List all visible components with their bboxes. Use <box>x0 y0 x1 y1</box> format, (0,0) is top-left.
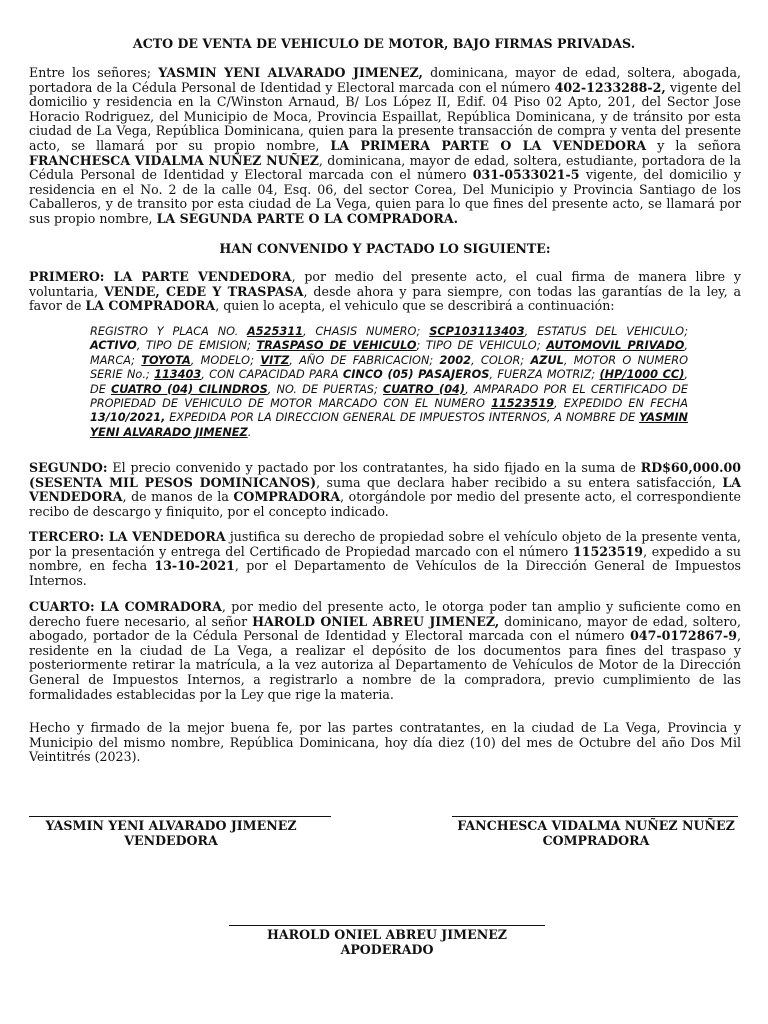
vehicle-text-run: VITZ <box>260 353 290 367</box>
vehicle-text-run: 11523519 <box>491 397 554 411</box>
vehicle-text-run: ; TIPO DE VEHICULO; <box>416 339 547 353</box>
intro-text-run: , dominicana, mayor de edad, soltera, estudiante, portadora de la Cédula Personal de Identidad y Electoral marcada con el número <box>29 152 741 183</box>
intro-text-run: LA PRIMERA PARTE O LA VENDEDORA <box>330 137 647 153</box>
segundo-text-run: COMPRADORA <box>233 489 341 505</box>
tercero-text-run: 13-10-2021 <box>154 558 235 574</box>
intro-paragraph <box>29 66 741 227</box>
segundo-text-run: , suma que declara haber recibido a su entera satisfacción, <box>316 474 723 490</box>
tercero-text-run: , expedido a su nombre, en fecha <box>29 543 741 574</box>
vehicle-text-run: , COLOR; <box>471 353 531 367</box>
buyer-signature-line <box>452 816 738 817</box>
segundo-text-run: LA VENDEDORA <box>29 474 741 505</box>
primero-text-run: PRIMERO: LA PARTE VENDEDORA <box>29 269 292 284</box>
vehicle-text-run: , FUERZA MOTRIZ; <box>489 368 600 382</box>
intro-text-run: 402-1233288-2, <box>554 79 666 95</box>
vehicle-text-run: , MOTOR O NUMERO SERIE No.; <box>90 353 688 382</box>
seller-role: VENDEDORA <box>124 833 218 848</box>
segundo-text-run: , de manos de la <box>122 489 234 505</box>
vehicle-text-run: , MODELO; <box>190 353 261 367</box>
segundo-text-run: SEGUNDO: <box>29 460 108 475</box>
vehicle-description <box>90 325 688 440</box>
seller-signature-line <box>29 816 331 817</box>
primero-text-run: LA COMPRADORA <box>85 298 216 314</box>
clause-primero <box>29 270 741 314</box>
buyer-name: FANCHESCA VIDALMA NUÑEZ NUÑEZ <box>457 818 735 833</box>
seller-name: YASMIN YENI ALVARADO JIMENEZ <box>45 818 297 833</box>
vehicle-text-run: 13/10/2021, <box>90 411 166 425</box>
vehicle-text-run: 113403 <box>154 368 202 382</box>
tercero-text-run: justifica su derecho de propiedad sobre el vehículo objeto de la presente venta, por la presentación y entrega del Certificado de Propiedad marcado con el número <box>29 529 741 559</box>
cuarto-text-run: , residente en la ciudad de La Vega, a realizar el depósito de los documentos para fines del traspaso y posteriormente retirar la matrícula, a la vez autoriza al Departamento de Vehículos de Motor de la Dirección General de Impuestos Internos, a registrarlo a nombre de la compradora, previo cumplimiento de las formalidades establecidas por la Ley que rige la materia. <box>29 628 741 702</box>
clause-tercero <box>29 530 741 588</box>
document-title: ACTO DE VENTA DE VEHICULO DE MOTOR, BAJO FIRMAS PRIVADAS. <box>132 36 636 51</box>
tercero-text-run: 11523519 <box>572 543 644 559</box>
vehicle-text-run: TOYOTA <box>141 353 191 367</box>
cuarto-text-run: dominicano, mayor de edad, soltero, abogado, portador de la Cédula Personal de Identidad y Electoral marcada con el número <box>29 613 741 644</box>
intro-text-run: YASMIN YENI ALVARADO JIMENEZ, <box>158 65 423 80</box>
clause-cuarto <box>29 600 741 702</box>
vehicle-text-run: ACTIVO <box>90 339 137 353</box>
tercero-text-run: TERCERO: LA VENDEDORA <box>29 529 226 544</box>
vehicle-text-run: , EXPEDIDO EN FECHA <box>553 397 688 411</box>
agent-name: HAROLD ONIEL ABREU JIMENEZ <box>266 927 508 942</box>
intro-text-run: FRANCHESCA VIDALMA NUÑEZ NUÑEZ <box>29 152 319 168</box>
vehicle-text-run: (HP/1000 CC) <box>599 368 685 382</box>
closing-paragraph: Hecho y firmado de la mejor buena fe, por las partes contratantes, en la ciudad de La Vega, Provincia y Municipio del mismo nombre, República Dominicana, hoy día diez (10) del mes de Octubre del año Dos Mil Veintitrés (2023). <box>29 720 741 765</box>
intro-text-run: vigente, del domicilio y residencia en el No. 2 de la calle 04, Esq. 06, del sector Corea, Del Municipio y Provincia Santiago de los Caballeros, y de transito por esta ciudad de La Vega, quien para lo que fines del presente acto, se llamará por sus propio nombre, <box>29 167 741 226</box>
vehicle-text-run: SCP103113403 <box>429 325 525 338</box>
cuarto-text-run: CUARTO: LA COMRADORA <box>29 599 222 614</box>
vehicle-text-run: , TIPO DE EMISION; <box>136 339 257 353</box>
intro-text-run: 031-0533021-5 <box>472 167 580 183</box>
primero-text-run: VENDE, CEDE Y TRASPASA <box>103 283 304 299</box>
cuarto-text-run: HAROLD ONIEL ABREU JIMENEZ, <box>252 613 500 629</box>
primero-text-run: , desde ahora y para siempre, con todas las garantías de la ley, a favor de <box>29 283 741 314</box>
vehicle-text-run: , CON CAPACIDAD PARA <box>201 368 343 382</box>
primero-text-run: , por medio del presente acto, el cual firma de manera libre y voluntaria, <box>29 269 741 299</box>
agreement-heading: HAN CONVENIDO Y PACTADO LO SIGUIENTE: <box>219 241 551 256</box>
intro-text-run: LA SEGUNDA PARTE O LA COMPRADORA. <box>156 210 459 226</box>
intro-text-run: Entre los señores; <box>29 65 159 80</box>
buyer-signature-block <box>448 818 744 848</box>
vehicle-text-run: CUATRO (04) <box>382 382 466 396</box>
vehicle-text-run: REGISTRO Y PLACA NO. <box>90 325 248 338</box>
vehicle-text-run: , CHASIS NUMERO; <box>302 325 430 338</box>
seller-signature-block <box>29 818 313 848</box>
vehicle-text-run: A525311 <box>247 325 303 338</box>
agent-role: APODERADO <box>340 942 434 957</box>
clause-segundo <box>29 461 741 519</box>
tercero-text-run: , por el Departamento de Vehículos de la Dirección General de Impuestos Internos. <box>29 558 741 588</box>
agent-signature-line <box>229 925 545 926</box>
vehicle-text-run: , ESTATUS DEL VEHICULO; <box>524 325 688 338</box>
intro-text-run: dominicana, mayor de edad, soltera, abogada, portadora de la Cédula Personal de Identidad y Electoral marcada con el número <box>29 65 742 95</box>
vehicle-text-run: YASMIN YENI ALVARADO JIMENEZ <box>90 411 688 439</box>
vehicle-text-run: , MARCA; <box>90 339 688 367</box>
vehicle-text-run: , NO. DE PUERTAS; <box>267 382 383 396</box>
cuarto-text-run: 047-0172867-9 <box>630 628 737 644</box>
buyer-role: COMPRADORA <box>542 833 650 848</box>
vehicle-text-run: AZUL <box>530 353 564 367</box>
vehicle-text-run: , AMPARADO POR EL CERTIFICADO DE PROPIEDAD DE VEHICULO DE MOTOR MARCADO CON EL NUMERO <box>90 382 688 411</box>
vehicle-text-run: , AÑO DE FABRICACION; <box>289 353 440 367</box>
vehicle-text-run: CUATRO (04) CILINDROS <box>110 382 268 396</box>
vehicle-text-run: . <box>247 425 252 439</box>
segundo-text-run: , otorgándole por medio del presente acto, el correspondiente recibo de descargo y finiquito, por el concepto indicado. <box>29 489 741 519</box>
intro-text-run: vigente del domicilio y residencia en la C/Winston Arnaud, B/ Los López II, Edif. 04 Piso 02 Apto, 201, del Sector Jose Horacio Rodriguez, del Municipio de Moca, Provincia Espaillat, República Dominicana, y de tránsito por esta ciudad de La Vega, República Dominicana, quien para la presente transacción de compra y venta del presente acto, se llamará por su propio nombre, <box>29 79 741 153</box>
vehicle-text-run: TRASPASO DE VEHICULO <box>256 339 417 353</box>
vehicle-text-run: , DE <box>90 368 688 396</box>
segundo-text-run: RD$60,000.00 (SESENTA MIL PESOS DOMINICANOS) <box>29 460 741 490</box>
agent-signature-block <box>229 927 545 957</box>
cuarto-text-run: , por medio del presente acto, le otorga poder tan amplio y suficiente como en derecho fuere necesario, al señor <box>29 599 741 629</box>
vehicle-text-run: CINCO (05) PASAJEROS <box>342 368 490 382</box>
vehicle-text-run: EXPEDIDA POR LA DIRECCION GENERAL DE IMPUESTOS INTERNOS, A NOMBRE DE <box>165 411 640 425</box>
segundo-text-run: El precio convenido y pactado por los contratantes, ha sido fijado en la suma de <box>107 460 641 475</box>
vehicle-text-run: 2002 <box>439 353 471 367</box>
primero-text-run: , quien lo acepta, el vehiculo que se describirá a continuación: <box>215 298 615 314</box>
intro-text-run: y la señora <box>646 137 741 153</box>
vehicle-text-run: AUTOMOVIL PRIVADO <box>546 339 685 353</box>
